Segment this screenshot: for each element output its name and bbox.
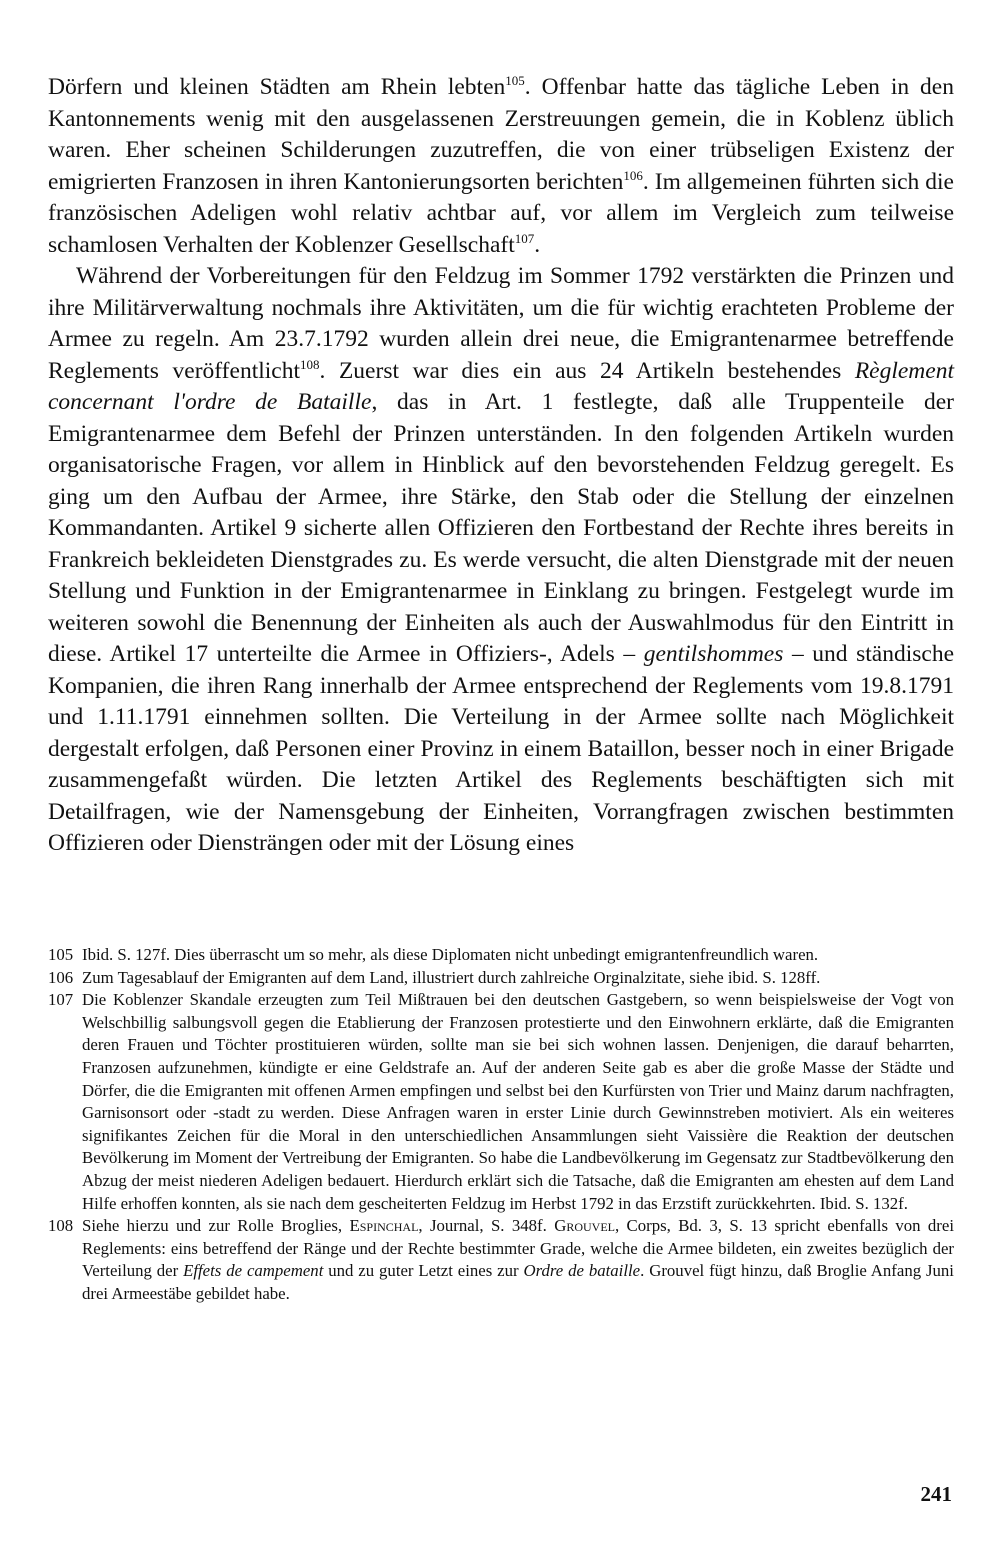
text-run: Siehe hierzu und zur Rolle Broglies, [82, 1216, 350, 1236]
footnote [48, 944, 954, 967]
text-run: . Im allgemeinen führten sich die französischen Adeligen wohl relativ achtbar auf, vor allem im Vergleich zum teilweise schamlosen Verhalten der Koblenzer Gesellschaft [48, 168, 954, 258]
footnote-number: 108 [48, 1216, 74, 1236]
italic-term: gentilshommes [643, 641, 784, 667]
footnote [48, 967, 954, 990]
footnote-number: 105 [48, 945, 74, 964]
text-run: , das in Art. 1 festlegte, daß alle Truppenteile der Emigrantenarmee dem Befehl der Prinzen unterständen. In den folgenden Artikeln wurden organisatorische Fragen, vor allem in Hinblick auf den bevorstehenden Feldzug geregelt. Es ging um den Aufbau der Armee, ihre Stärke, den Stab oder die Stellung der einzelnen Kommandanten. Artikel 9 sicherte allen Offizieren den Fortbestand der Rechte ihres bereits in Frankreich bekleideten Dienstgrades zu. Es werde versucht, die alten Dienstgrade mit der neuen Stellung und Funktion in der Emigrantenarmee in Einklang zu bringen. Festgelegt wurde im weiteren sowohl die Benennung der Einheiten als auch der Auswahlmodus für den Eintritt in diese. Artikel 17 unterteilte die Armee in Offiziers-, Adels – [48, 389, 954, 667]
footnote-text: Ibid. S. 127f. Dies überrascht um so mehr, als diese Diplomaten nicht unbedingt emigrantenfreundlich waren. [82, 945, 819, 964]
footnote [48, 989, 954, 1215]
footnote [48, 1215, 954, 1305]
italic-title: Règlement concernant l'ordre de Bataille [48, 357, 954, 415]
page-number: 241 [920, 1482, 952, 1506]
main-text [48, 72, 954, 860]
text-run: . [534, 231, 541, 258]
author-name: Grouvel [554, 1216, 615, 1236]
footnote-reference: 106 [623, 167, 643, 183]
text-run: . Offenbar hatte das tägliche Leben in den Kantonnements wenig mit den ausgelassenen Zerstreuungen gemein, die in Koblenz üblich waren. Eher scheinen Schilderungen zuzutreffen, die von einer trübseligen Existenz der emigrierten Franzosen in ihren Kantonierungsorten berichten [48, 74, 954, 195]
text-run: , Journal, S. 348f. [418, 1216, 555, 1236]
body-text [48, 72, 954, 860]
footnote-reference: 105 [505, 73, 525, 89]
text-run: . Grouvel fügt hinzu, daß Broglie Anfang Juni drei Armeestäbe gebildet habe. [82, 1261, 954, 1303]
footnote-text: Die Koblenzer Skandale erzeugten zum Teil Mißtrauen bei den deutschen Gastgebern, so wenn beispielsweise der Vogt von Welschbillig salbungsvoll gegen die Etablierung der Franzosen protestierte und den Einwohnern erklärte, daß die Emigranten deren Frauen und Töchter prostituieren würden, sollte man sie bei sich wohnen lassen. Denjenigen, die darauf beharrten, Franzosen aufzunehmen, kündigte er eine Geldstrafe an. Auf der anderen Seite gab es aber die große Masse der Städte und Dörfer, die die Emigranten mit offenen Armen empfingen und selbst bei den Kurfürsten von Trier und Mainz darum nachfragten, Garnisonsort oder -stadt zu werden. Diese Anfragen waren in erster Linie durch Gewinnstreben motiviert. Als ein weiteres signifikantes Zeichen für die Moral in den unterschiedlichen Ansammlungen sieht Vaissière die Reaktion der deutschen Bevölkerung im Moment der Vertreibung der Emigranten. So habe die Landbevölkerung im Gegensatz zur Stadtbevölkerung den Abzug der meist niederen Adeligen bedauert. Hierdurch erklärt sich die Tatsache, daß die Emigranten am ehesten auf dem Land Hilfe erhoffen konnten, als sie nach dem gescheiterten Feldzug im Herbst 1792 in das Erzstift zurückkehrten. Ibid. S. 132f. [82, 990, 954, 1213]
italic-term: Ordre de bataille [523, 1261, 641, 1281]
footnote-number: 107 [48, 990, 74, 1010]
text-run: , Corps, Bd. 3, S. 13 spricht ebenfalls von drei Reglements: eins betreffend der Ränge und der Rechte bestimmter Grade, welche die Armee bildeten, ein zweites bezüglich der Verteilung der [82, 1216, 955, 1281]
text-run: . Zuerst war dies ein aus 24 Artikeln bestehendes [319, 357, 855, 384]
paragraph [48, 261, 954, 860]
footnote-reference: 107 [514, 230, 535, 246]
author-name: Espinchal [349, 1216, 419, 1236]
text-run: Dörfern und kleinen Städten am Rhein lebten [48, 74, 506, 100]
footnote-text [82, 1215, 954, 1305]
text-run: Während der Vorbereitungen für den Feldzug im Sommer 1792 verstärkten die Prinzen und ihre Militärverwaltung nochmals ihre Aktivitäten, um die für wichtig erachteten Probleme der Armee zu regeln. Am 23.7.1792 wurden allein drei neue, die Emigrantenarmee betreffende Reglements veröffentlicht [48, 263, 954, 384]
footnote-number: 106 [48, 967, 74, 987]
footnotes [48, 944, 954, 1306]
text-run: – und ständische Kompanien, die ihren Rang innerhalb der Armee entsprechend der Reglements vom 19.8.1791 und 1.11.1791 einnehmen sollten. Die Verteilung in der Armee sollte nach Möglichkeit dergestalt erfolgen, daß Personen einer Provinz in einem Bataillon, besser noch in einer Brigade zusammengefaßt würden. Die letzten Artikel des Reglements beschäftigten sich mit Detailfragen, wie der Namensgebung der Einheiten, Vorrangfragen zwischen bestimmten Offizieren oder Diensträngen oder mit der Lösung eines [48, 641, 955, 856]
text-run: und zu guter Letzt eines zur [323, 1261, 524, 1281]
italic-term: Effets de campement [183, 1261, 324, 1281]
paragraph [48, 72, 954, 261]
footnote-reference: 108 [300, 356, 320, 372]
footnote-text: Zum Tagesablauf der Emigranten auf dem Land, illustriert durch zahlreiche Orginalzitate, siehe ibid. S. 128ff. [82, 967, 821, 987]
